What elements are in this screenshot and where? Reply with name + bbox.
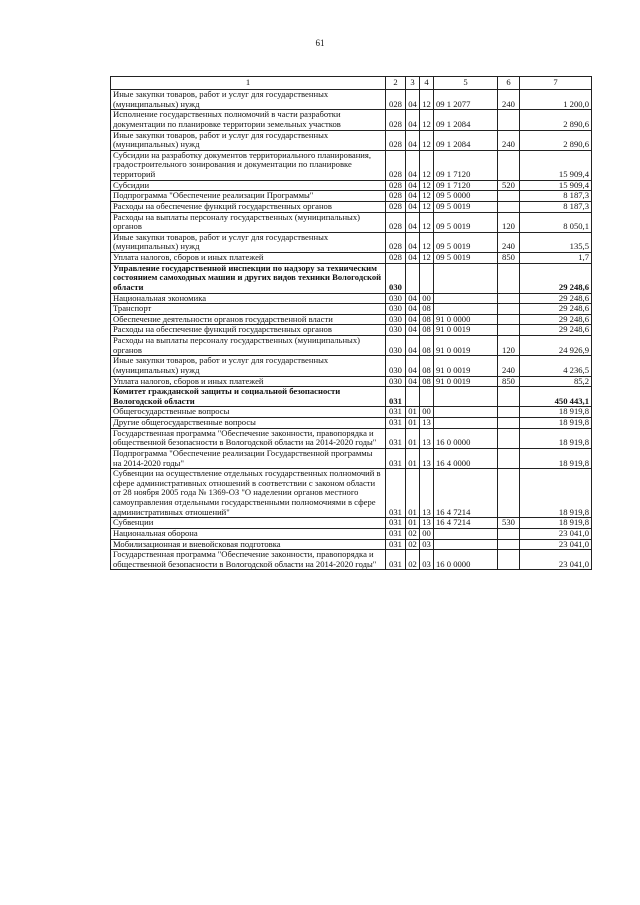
row-expense-type: [498, 314, 520, 325]
table-row: [111, 314, 592, 325]
row-target-article: 16 0 0000: [434, 550, 498, 570]
row-target-article: 09 5 0019: [434, 212, 498, 232]
header-cell: 1: [111, 77, 386, 90]
table-row: [111, 150, 592, 180]
row-subsection: 12: [420, 150, 434, 180]
row-expense-type: [498, 263, 520, 293]
row-code: 030: [386, 293, 406, 304]
table-row: [111, 110, 592, 130]
table-row: [111, 376, 592, 387]
row-name: Субвенции на осуществление отдельных государственных полномочий в сфере административных отношений в соответствии с законом области от 28 ноября 2005 года № 1369-ОЗ "О наделении органов местного самоуправления отдельными государственными полномочиями в сфере административных отношений": [111, 469, 386, 518]
row-section: [406, 387, 420, 407]
row-code: 031: [386, 418, 406, 429]
row-subsection: 08: [420, 325, 434, 336]
table-row: [111, 356, 592, 376]
row-name: Обеспечение деятельности органов государственной власти: [111, 314, 386, 325]
row-subsection: 12: [420, 130, 434, 150]
row-expense-type: 120: [498, 212, 520, 232]
row-section: 01: [406, 407, 420, 418]
row-expense-type: [498, 325, 520, 336]
header-row: [111, 77, 592, 90]
row-amount: 29 248,6: [520, 293, 592, 304]
row-code: 030: [386, 356, 406, 376]
row-expense-type: [498, 428, 520, 448]
table-row: [111, 448, 592, 468]
row-name: Расходы на обеспечение функций государственных органов: [111, 325, 386, 336]
row-expense-type: [498, 201, 520, 212]
row-expense-type: 850: [498, 376, 520, 387]
row-target-article: 09 5 0019: [434, 232, 498, 252]
row-code: 028: [386, 253, 406, 264]
row-subsection: 13: [420, 518, 434, 529]
row-code: 030: [386, 336, 406, 356]
row-code: 031: [386, 407, 406, 418]
row-target-article: 09 5 0000: [434, 191, 498, 202]
row-target-article: 91 0 0019: [434, 376, 498, 387]
row-amount: 8 187,3: [520, 191, 592, 202]
row-target-article: [434, 407, 498, 418]
row-amount: 15 909,4: [520, 150, 592, 180]
row-expense-type: [498, 418, 520, 429]
row-expense-type: 240: [498, 356, 520, 376]
row-expense-type: [498, 550, 520, 570]
row-name: Расходы на выплаты персоналу государственных (муниципальных) органов: [111, 212, 386, 232]
row-name: Государственная программа "Обеспечение законности, правопорядка и общественной безопасности в Вологодской области на 2014-2020 годы": [111, 550, 386, 570]
row-amount: 1,7: [520, 253, 592, 264]
row-expense-type: [498, 191, 520, 202]
row-expense-type: [498, 528, 520, 539]
row-code: 031: [386, 428, 406, 448]
row-code: 031: [386, 550, 406, 570]
row-target-article: 09 5 0019: [434, 253, 498, 264]
row-code: 031: [386, 518, 406, 529]
row-subsection: 12: [420, 90, 434, 110]
row-section: 04: [406, 130, 420, 150]
row-section: 04: [406, 201, 420, 212]
row-code: 031: [386, 469, 406, 518]
row-target-article: [434, 418, 498, 429]
row-subsection: 12: [420, 212, 434, 232]
table-row: [111, 528, 592, 539]
row-name: Расходы на выплаты персоналу государственных (муниципальных) органов: [111, 336, 386, 356]
table-row: [111, 387, 592, 407]
row-name: Уплата налогов, сборов и иных платежей: [111, 376, 386, 387]
row-name: Подпрограмма "Обеспечение реализации Программы": [111, 191, 386, 202]
row-amount: 4 236,5: [520, 356, 592, 376]
header-cell: 2: [386, 77, 406, 90]
row-code: 028: [386, 191, 406, 202]
row-subsection: 12: [420, 232, 434, 252]
row-amount: 18 919,8: [520, 518, 592, 529]
row-target-article: 09 1 2084: [434, 130, 498, 150]
row-target-article: 16 0 0000: [434, 428, 498, 448]
row-name: Транспорт: [111, 304, 386, 315]
row-subsection: 13: [420, 448, 434, 468]
row-section: 04: [406, 90, 420, 110]
row-name: Национальная экономика: [111, 293, 386, 304]
row-target-article: 91 0 0000: [434, 314, 498, 325]
row-target-article: 09 1 2084: [434, 110, 498, 130]
row-expense-type: 530: [498, 518, 520, 529]
row-target-article: 16 4 0000: [434, 448, 498, 468]
table-row: [111, 201, 592, 212]
row-subsection: 13: [420, 428, 434, 448]
row-code: 031: [386, 528, 406, 539]
row-expense-type: [498, 293, 520, 304]
row-section: 04: [406, 336, 420, 356]
row-amount: 23 041,0: [520, 528, 592, 539]
row-amount: 29 248,6: [520, 263, 592, 293]
row-target-article: 09 1 7120: [434, 180, 498, 191]
row-subsection: 12: [420, 110, 434, 130]
row-subsection: 12: [420, 201, 434, 212]
row-name: Иные закупки товаров, работ и услуг для государственных (муниципальных) нужд: [111, 130, 386, 150]
row-section: 01: [406, 418, 420, 429]
row-section: 04: [406, 304, 420, 315]
row-expense-type: 520: [498, 180, 520, 191]
row-name: Подпрограмма "Обеспечение реализации Государственной программы на 2014-2020 годы": [111, 448, 386, 468]
table-row: [111, 550, 592, 570]
row-amount: 2 890,6: [520, 110, 592, 130]
row-code: 028: [386, 180, 406, 191]
row-expense-type: 240: [498, 232, 520, 252]
row-target-article: [434, 528, 498, 539]
row-expense-type: 120: [498, 336, 520, 356]
row-target-article: 09 5 0019: [434, 201, 498, 212]
row-section: 04: [406, 180, 420, 191]
row-amount: 15 909,4: [520, 180, 592, 191]
row-section: 01: [406, 469, 420, 518]
table-row: [111, 469, 592, 518]
row-amount: 29 248,6: [520, 314, 592, 325]
table-row: [111, 232, 592, 252]
row-name: Комитет гражданской защиты и социальной безопасности Вологодской области: [111, 387, 386, 407]
row-expense-type: [498, 448, 520, 468]
row-name: Исполнение государственных полномочий в части разработки документации по планировке территории земельных участков: [111, 110, 386, 130]
row-target-article: 16 4 7214: [434, 518, 498, 529]
row-code: 031: [386, 387, 406, 407]
row-code: 028: [386, 232, 406, 252]
row-subsection: 13: [420, 469, 434, 518]
row-amount: 29 248,6: [520, 325, 592, 336]
row-amount: 29 248,6: [520, 304, 592, 315]
row-target-article: 91 0 0019: [434, 356, 498, 376]
row-name: Уплата налогов, сборов и иных платежей: [111, 253, 386, 264]
row-amount: 24 926,9: [520, 336, 592, 356]
row-section: 04: [406, 110, 420, 130]
row-amount: 23 041,0: [520, 550, 592, 570]
page-number: 61: [315, 38, 325, 48]
row-code: 030: [386, 263, 406, 293]
table-row: [111, 539, 592, 550]
row-section: 02: [406, 550, 420, 570]
row-expense-type: [498, 304, 520, 315]
row-amount: 2 890,6: [520, 130, 592, 150]
row-target-article: [434, 539, 498, 550]
header-cell: 4: [420, 77, 434, 90]
row-name: Управление государственной инспекции по надзору за техническим состоянием самоходных машин и других видов техники Вологодской области: [111, 263, 386, 293]
row-name: Общегосударственные вопросы: [111, 407, 386, 418]
header-cell: 6: [498, 77, 520, 90]
row-name: Иные закупки товаров, работ и услуг для государственных (муниципальных) нужд: [111, 232, 386, 252]
row-expense-type: [498, 387, 520, 407]
row-subsection: 12: [420, 191, 434, 202]
row-name: Иные закупки товаров, работ и услуг для государственных (муниципальных) нужд: [111, 90, 386, 110]
row-expense-type: 850: [498, 253, 520, 264]
row-subsection: 08: [420, 376, 434, 387]
row-code: 031: [386, 539, 406, 550]
table-row: [111, 130, 592, 150]
row-subsection: 12: [420, 180, 434, 191]
table-row: [111, 212, 592, 232]
row-section: 04: [406, 191, 420, 202]
row-section: 04: [406, 212, 420, 232]
table-row: [111, 407, 592, 418]
row-expense-type: [498, 150, 520, 180]
row-name: Субвенции: [111, 518, 386, 529]
row-target-article: [434, 293, 498, 304]
row-section: 01: [406, 518, 420, 529]
row-subsection: 12: [420, 253, 434, 264]
row-subsection: [420, 263, 434, 293]
row-target-article: 09 1 2077: [434, 90, 498, 110]
row-code: 030: [386, 325, 406, 336]
header-cell: 7: [520, 77, 592, 90]
row-code: 030: [386, 304, 406, 315]
table-row: [111, 90, 592, 110]
row-amount: 18 919,8: [520, 469, 592, 518]
row-code: 031: [386, 448, 406, 468]
table-row: [111, 180, 592, 191]
row-expense-type: [498, 110, 520, 130]
row-expense-type: [498, 407, 520, 418]
row-amount: 1 200,0: [520, 90, 592, 110]
row-code: 028: [386, 90, 406, 110]
row-section: 02: [406, 528, 420, 539]
row-amount: 18 919,8: [520, 428, 592, 448]
row-section: 04: [406, 376, 420, 387]
row-name: Расходы на обеспечение функций государственных органов: [111, 201, 386, 212]
row-section: 04: [406, 314, 420, 325]
row-subsection: 00: [420, 293, 434, 304]
row-code: 030: [386, 314, 406, 325]
row-name: Государственная программа "Обеспечение законности, правопорядка и общественной безопасности в Вологодской области на 2014-2020 годы": [111, 428, 386, 448]
row-subsection: 00: [420, 407, 434, 418]
row-name: Другие общегосударственные вопросы: [111, 418, 386, 429]
row-target-article: 91 0 0019: [434, 325, 498, 336]
row-section: 04: [406, 253, 420, 264]
row-subsection: 03: [420, 550, 434, 570]
row-amount: 23 041,0: [520, 539, 592, 550]
row-expense-type: [498, 539, 520, 550]
row-target-article: [434, 263, 498, 293]
table-row: [111, 293, 592, 304]
table-row: [111, 253, 592, 264]
row-section: 04: [406, 293, 420, 304]
row-expense-type: 240: [498, 90, 520, 110]
row-section: 04: [406, 150, 420, 180]
row-target-article: [434, 304, 498, 315]
row-section: 01: [406, 448, 420, 468]
table-row: [111, 325, 592, 336]
table-row: [111, 304, 592, 315]
table-row: [111, 428, 592, 448]
row-subsection: 03: [420, 539, 434, 550]
row-target-article: 91 0 0019: [434, 336, 498, 356]
row-amount: 18 919,8: [520, 407, 592, 418]
row-subsection: 08: [420, 304, 434, 315]
row-section: 04: [406, 325, 420, 336]
table-row: [111, 518, 592, 529]
row-amount: 8 050,1: [520, 212, 592, 232]
row-amount: 450 443,1: [520, 387, 592, 407]
row-subsection: 08: [420, 356, 434, 376]
row-name: Национальная оборона: [111, 528, 386, 539]
row-section: 01: [406, 428, 420, 448]
row-code: 030: [386, 376, 406, 387]
row-code: 028: [386, 212, 406, 232]
table-row: [111, 191, 592, 202]
row-name: Иные закупки товаров, работ и услуг для государственных (муниципальных) нужд: [111, 356, 386, 376]
row-target-article: 09 1 7120: [434, 150, 498, 180]
row-target-article: [434, 387, 498, 407]
row-section: 04: [406, 232, 420, 252]
row-amount: 135,5: [520, 232, 592, 252]
row-target-article: 16 4 7214: [434, 469, 498, 518]
table-row: [111, 336, 592, 356]
row-code: 028: [386, 201, 406, 212]
row-expense-type: [498, 469, 520, 518]
header-cell: 3: [406, 77, 420, 90]
row-name: Мобилизационная и вневойсковая подготовка: [111, 539, 386, 550]
row-subsection: 13: [420, 418, 434, 429]
row-subsection: 08: [420, 314, 434, 325]
table-row: [111, 418, 592, 429]
row-section: 02: [406, 539, 420, 550]
row-amount: 85,2: [520, 376, 592, 387]
row-code: 028: [386, 150, 406, 180]
row-code: 028: [386, 110, 406, 130]
row-subsection: 00: [420, 528, 434, 539]
row-code: 028: [386, 130, 406, 150]
row-amount: 18 919,8: [520, 448, 592, 468]
budget-table: [110, 76, 592, 570]
row-amount: 18 919,8: [520, 418, 592, 429]
row-name: Субсидии на разработку документов территориального планирования, градостроительного зонирования и документации по планировке территорий: [111, 150, 386, 180]
row-section: 04: [406, 356, 420, 376]
header-cell: 5: [434, 77, 498, 90]
row-subsection: 08: [420, 336, 434, 356]
row-section: [406, 263, 420, 293]
row-name: Субсидии: [111, 180, 386, 191]
table-row: [111, 263, 592, 293]
row-subsection: [420, 387, 434, 407]
row-expense-type: 240: [498, 130, 520, 150]
row-amount: 8 187,3: [520, 201, 592, 212]
